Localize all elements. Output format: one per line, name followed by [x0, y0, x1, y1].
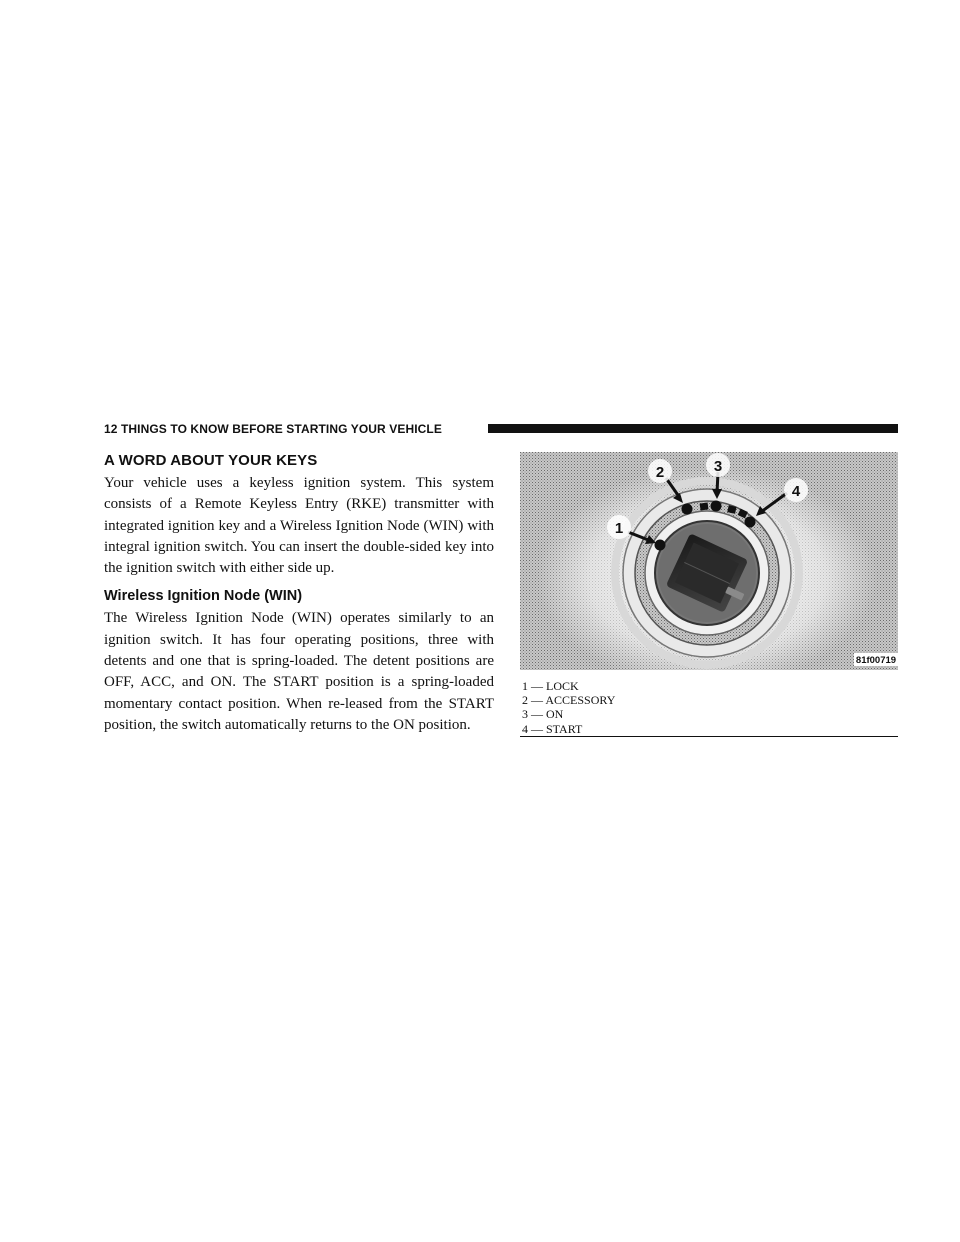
legend-item-lock: 1 — LOCK	[522, 679, 579, 693]
legend-item-start: 4 — START	[522, 721, 583, 736]
callout-4: 4	[791, 483, 801, 500]
callout-1: 1	[614, 520, 624, 537]
subsection-title: Wireless Ignition Node (WIN)	[104, 588, 303, 605]
running-header	[104, 421, 898, 437]
ignition-switch-illustration	[520, 452, 898, 670]
legend-item-on: 3 — ON	[522, 707, 564, 722]
subsection-paragraph: The Wireless Ignition Node (WIN) operates similarly to an ignition switch. It has four operating positions, three with detents and one that is spring-loaded. The detent positions are OFF, ACC, and ON. The START position is a spring-loaded momentary contact position. When re-leased from the START position, the switch automatically returns to the ON position.	[104, 610, 494, 733]
figure-legend	[522, 679, 898, 736]
legend-item-accessory: 2 — ACCESSORY	[522, 693, 616, 708]
section-paragraph: Your vehicle uses a keyless ignition system. This system consists of a Remote Keyless Entry (RKE) transmitter with integrated ignition key and a Wireless Ignition Node (WIN) with integral ignition switch. You can insert the double-sided key into the ignition switch with either side up.	[104, 475, 494, 577]
ignition-switch-figure	[520, 452, 898, 670]
running-head-text: 12 THINGS TO KNOW BEFORE STARTING YOUR VEHICLE	[104, 422, 442, 436]
image-code: 81f00719	[855, 655, 897, 666]
section-title: A WORD ABOUT YOUR KEYS	[104, 452, 318, 469]
text-column	[104, 452, 494, 736]
legend-rule	[520, 736, 898, 737]
callout-2: 2	[655, 464, 665, 481]
callout-3: 3	[713, 458, 723, 475]
header-rule-bar	[488, 424, 898, 433]
